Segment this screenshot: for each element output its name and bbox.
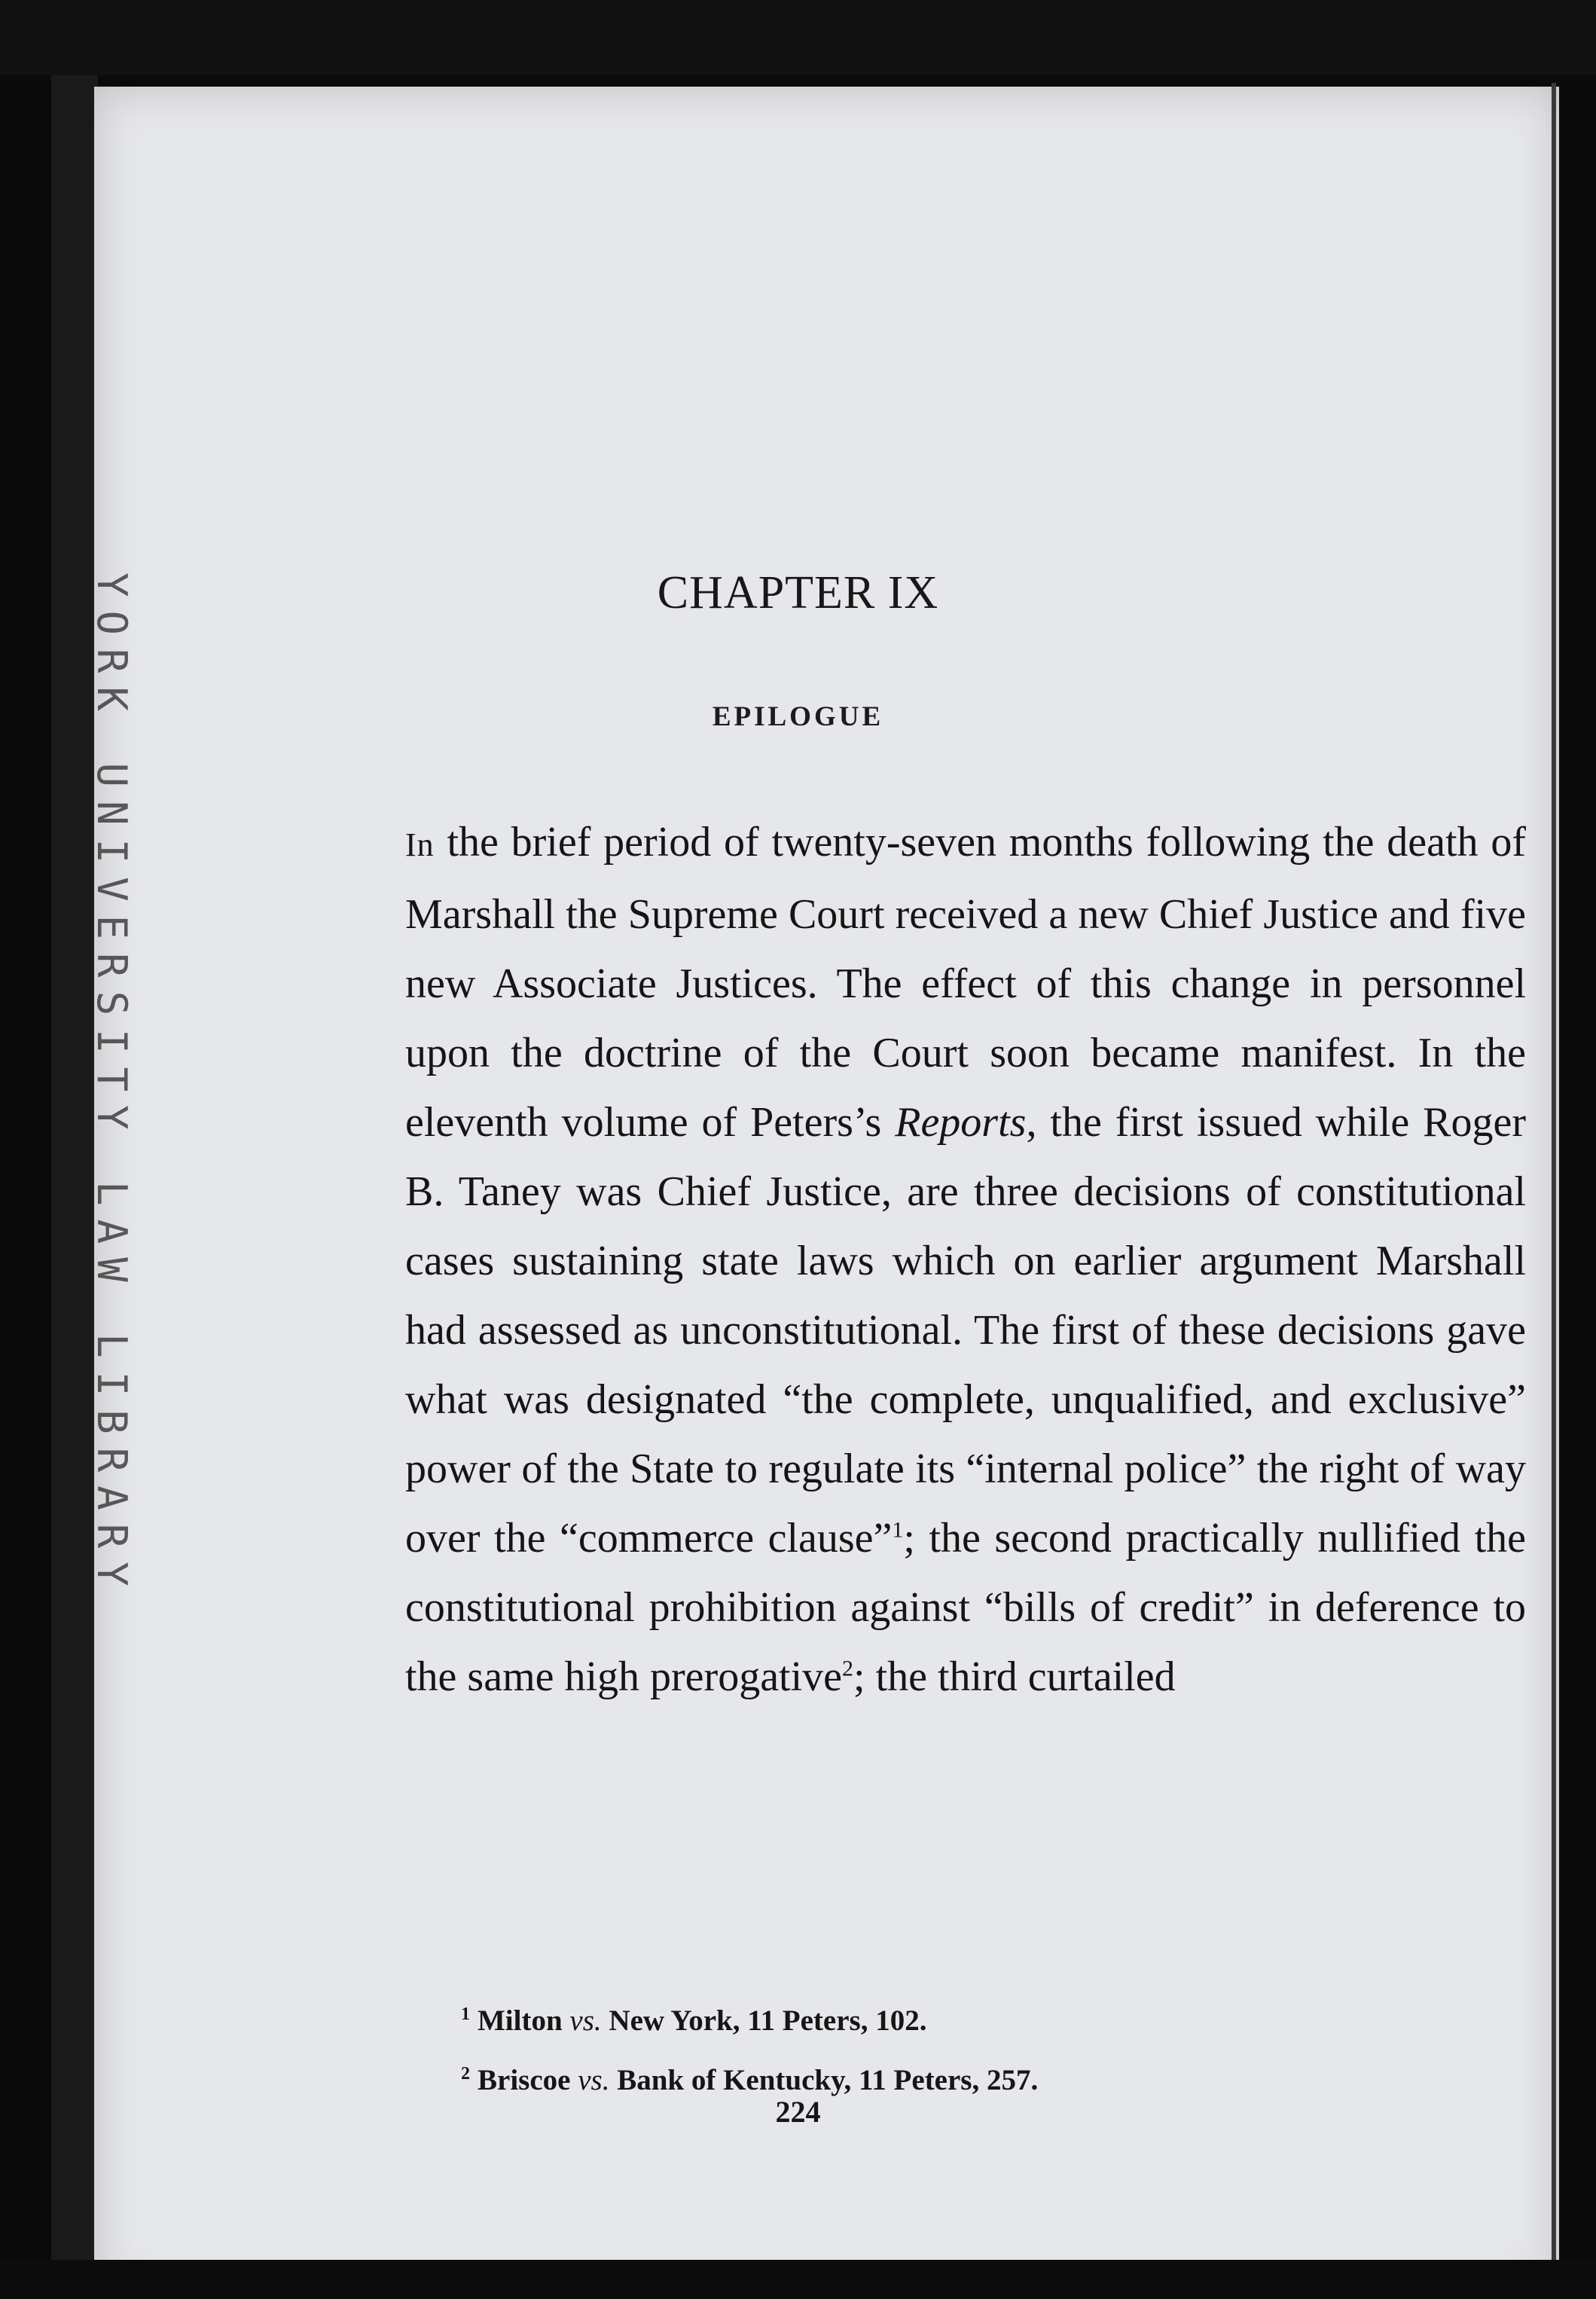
library-stamp: YORK UNIVERSITY LAW LIBRARY [88,572,136,1600]
footnote-ref-2[interactable]: 2 [842,1656,854,1681]
page-number: 224 [775,2095,821,2129]
body-paragraph [405,808,1526,1711]
footnote-case-a: Briscoe [478,2064,578,2096]
body-text-part-1: the brief period of twenty-seven months following the death of Marshall the Supreme Court received a new Chief Justice and five new Associate Justices. The effect of this change in personnel upon the doctrine of the Court soon became manifest. In the eleventh volume of Peters’s [405,819,1526,1146]
drop-start: In [405,826,435,863]
chapter-title: CHAPTER IX [657,567,939,618]
film-top-margin [0,0,1596,75]
footnote-citation: New York, 11 Peters, 102. [601,2004,927,2037]
footnote-vs: vs. [578,2064,610,2096]
body-text-part-4: ; the third curtailed [853,1653,1176,1700]
footnote-mark: 2 [461,2064,470,2084]
footnote-case-a: Milton [478,2004,570,2037]
section-title: EPILOGUE [712,701,884,732]
footnote-ref-1[interactable]: 1 [892,1517,904,1543]
footnote-1 [461,1996,1515,2039]
footnote-vs: vs. [569,2004,602,2037]
body-text-part-3: ; the second practically nullified the constitutional prohibition against “bills of credit” in deference to the same high prerogative [405,1515,1526,1700]
body-text-part-2: , the first issued while Roger B. Taney was Chief Justice, are three decisions of constitutional cases sustaining state laws which on earlier argument Marshall had assessed as unconstitutional. The first of these decisions gave what was designated “the complete, unqualified, and exclusive” power of the State to regulate its “internal police” the right of way over the “commerce clause” [405,1099,1526,1562]
page-edge [1552,83,1556,2282]
footnote-2 [461,2056,1515,2099]
footnote-citation: Bank of Kentucky, 11 Peters, 257. [609,2064,1039,2096]
film-bottom-margin [0,2260,1596,2299]
reports-italic: Reports [895,1099,1027,1146]
footnote-mark: 1 [461,2004,470,2024]
